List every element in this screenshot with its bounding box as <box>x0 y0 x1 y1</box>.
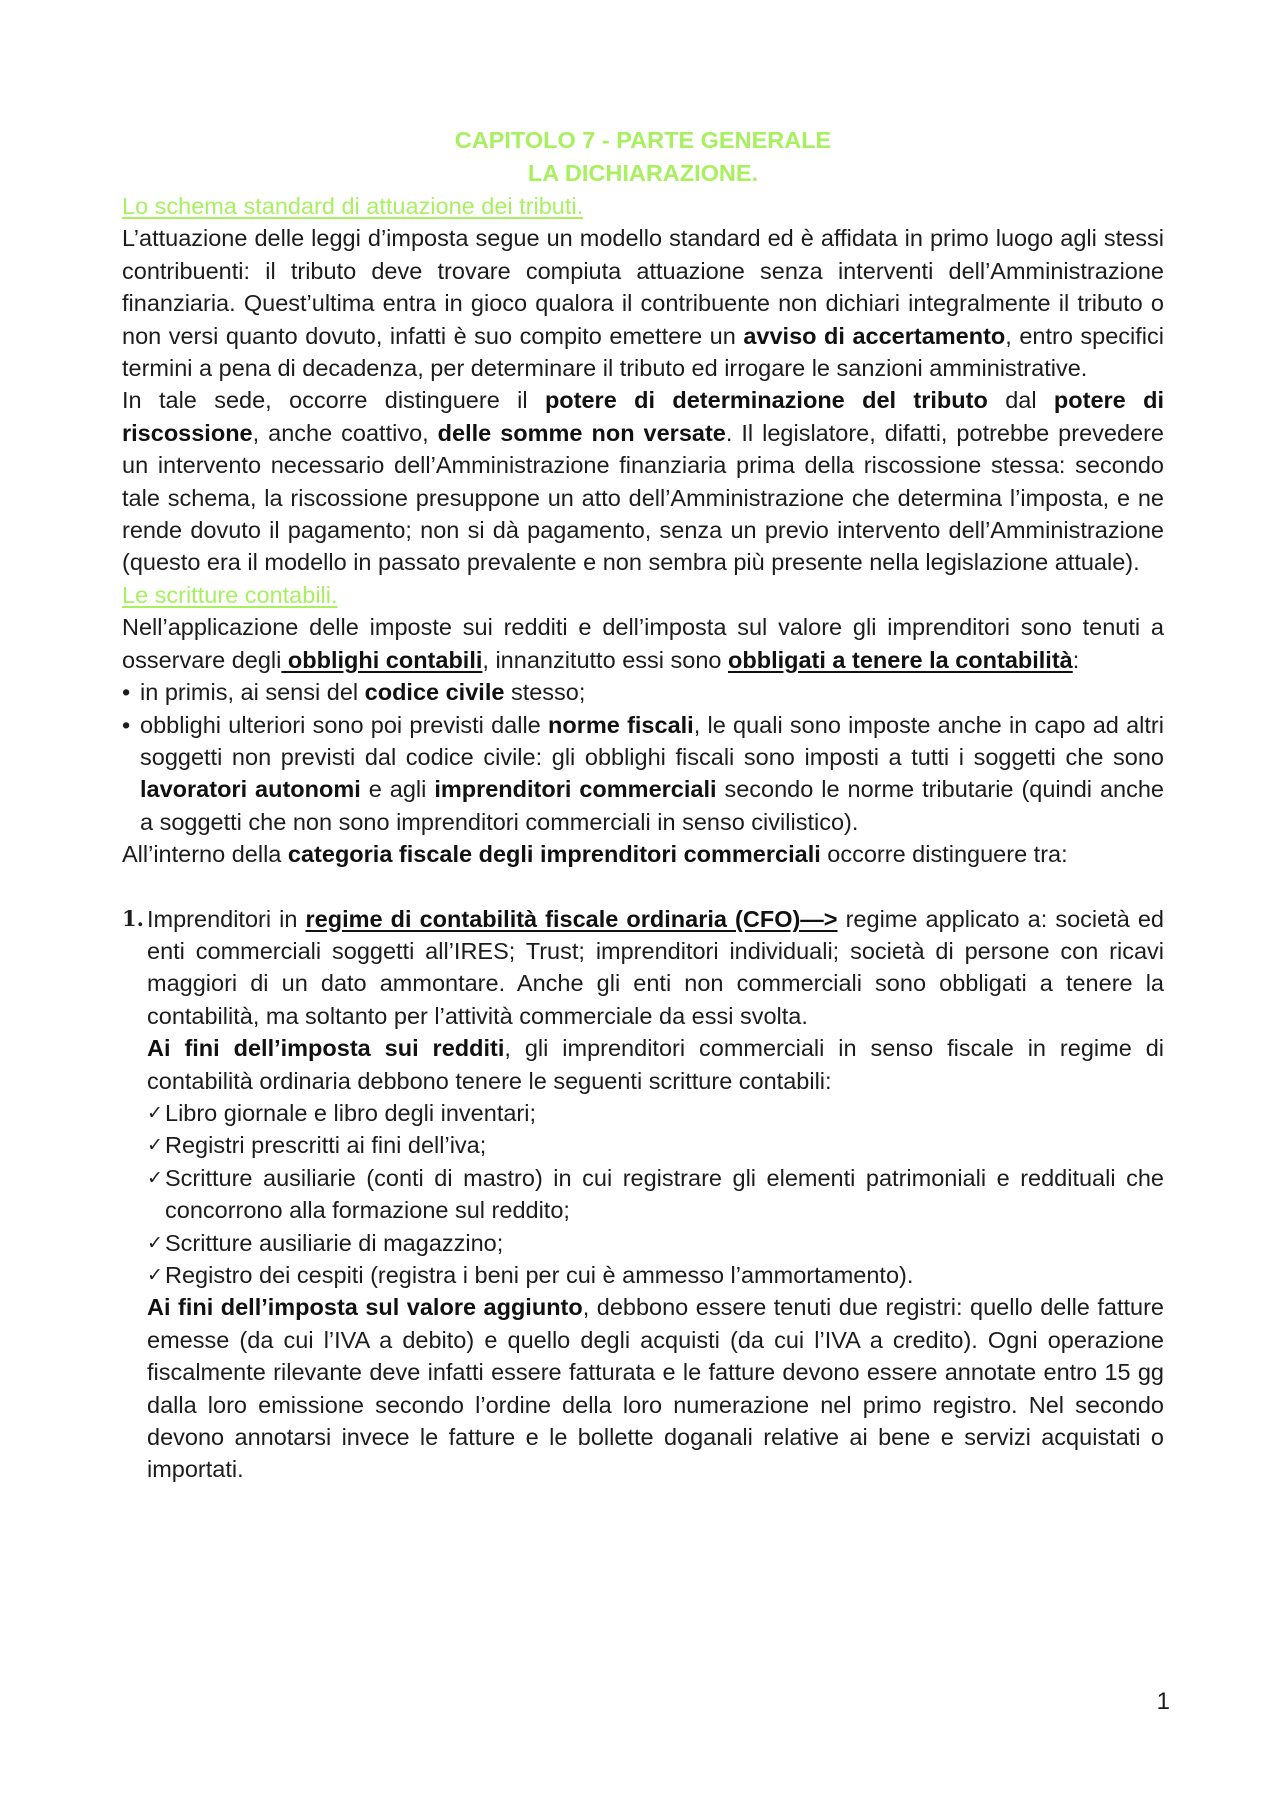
list-item: ✓ Scritture ausiliarie (conti di mastro) in cui registrare gli elementi patrimoniali e reddituali che concorrono alla formazione sul reddito; <box>147 1162 1164 1227</box>
paragraph-attuazione: L’attuazione delle leggi d’imposta segue un modello standard ed è affidata in primo luogo agli stessi contribuenti: il tributo deve trovare compiuta attuazione senza interventi dell’Amministrazione finanziaria. Quest’ultima entra in gioco qualora il contribuente non dichiari integralmente il tributo o non versi quanto dovuto, infatti è suo compito emettere un avviso di accertamento, entro specifici termini a pena di decadenza, per determinare il tributo ed irrogare le sanzioni amministrative. <box>122 225 1164 382</box>
numbered-item-1 <box>122 903 1164 1486</box>
checkmark-icon: ✓ <box>147 1134 163 1157</box>
bullet-marker: • <box>122 711 131 738</box>
checkmark-icon: ✓ <box>147 1231 163 1254</box>
chapter-title <box>122 124 1164 190</box>
document-page <box>122 124 1164 1486</box>
item-number: 1. <box>122 905 144 931</box>
paragraph-imposta-redditi: Ai fini dell’imposta sui redditi, gli imprenditori commerciali in senso fiscale in regime di contabilità ordinaria debbono tenere le seguenti scritture contabili: <box>147 1035 1164 1094</box>
list-item: ✓ Scritture ausiliarie di magazzino; <box>147 1227 1164 1259</box>
list-item: ✓ Libro giornale e libro degli inventari; <box>147 1097 1164 1129</box>
chapter-title-line-2: LA DICHIARAZIONE. <box>527 160 759 186</box>
spacer <box>122 871 1164 903</box>
checkmark-icon: ✓ <box>147 1264 163 1286</box>
section-heading-scritture: Le scritture contabili. <box>122 581 338 608</box>
paragraph-iva: Ai fini dell’imposta sul valore aggiunto, debbono essere tenuti due registri: quello delle fatture emesse (da cui l’IVA a debito) e quello degli acquisti (da cui l’IVA a credito). Ogni operazione fiscalmente rilevante deve infatti essere fatturata e le fatture devono essere annotate entro 15 gg dalla loro emissione secondo l’ordine della loro numerazione nel primo registro. Nel secondo devono annotarsi invece le fatture e le bollette doganali relative ai bene e servizi acquistati o importati. <box>147 1294 1164 1483</box>
paragraph-categoria: All’interno della categoria fiscale degli imprenditori commerciali occorre distinguere tra: <box>122 841 1068 868</box>
section-heading-schema: Lo schema standard di attuazione dei tributi. <box>122 193 584 219</box>
page-number: 1 <box>1156 1688 1170 1715</box>
list-item: ✓ Registri prescritti ai fini dell’iva; <box>147 1129 1164 1161</box>
list-item: • obblighi ulteriori sono poi previsti dalle norme fiscali, le quali sono imposte anche in capo ad altri soggetti non previsti dal codice civile: gli obblighi fiscali sono imposti a tutti i soggetti che sono lavoratori autonomi e agli imprenditori commerciali secondo le norme tributarie (quindi anche a soggetti che non sono imprenditori commerciali in senso civilistico). <box>122 709 1164 839</box>
list-item: ✓ Registro dei cespiti (registra i beni per cui è ammesso l’ammortamento). <box>147 1259 1164 1291</box>
paragraph-poteri: In tale sede, occorre distinguere il potere di determinazione del tributo dal potere di riscossione, anche coattivo, delle somme non versate. Il legislatore, difatti, potrebbe prevedere un intervento necessario dell’Amministrazione finanziaria prima della riscossione stessa: secondo tale schema, la riscossione presuppone un atto dell’Amministrazione che determina l’imposta, e ne rende dovuto il pagamento; non si dà pagamento, senza un previo intervento dell’Amministrazione (questo era il modello in passato prevalente e non sembra più presente nella legislazione attuale). <box>122 387 1165 576</box>
list-item: • in primis, ai sensi del codice civile stesso; <box>122 676 1164 708</box>
checkmark-icon: ✓ <box>147 1101 163 1124</box>
paragraph-cfo: Imprenditori in regime di contabilità fiscale ordinaria (CFO)—> regime applicato a: società ed enti commerciali soggetti all’IRES; Trust; imprenditori individuali; società di persone con ricavi maggiori di un dato ammontare. Anche gli enti non commerciali sono obbligati a tenere la contabilità, ma soltanto per l’attività commerciale da essi svolta. <box>147 905 1164 1029</box>
checkmark-icon: ✓ <box>147 1166 163 1189</box>
paragraph-obblighi: Nell’applicazione delle imposte sui redditi e dell’imposta sul valore gli imprenditori sono tenuti a osservare degli obblighi contabili, innanzitutto essi sono obbligati a tenere la contabilità: <box>122 614 1164 673</box>
chapter-title-line-1: CAPITOLO 7 - PARTE GENERALE <box>454 127 832 153</box>
bullet-list <box>122 676 1164 838</box>
bullet-marker: • <box>122 679 131 706</box>
checklist <box>147 1097 1164 1291</box>
